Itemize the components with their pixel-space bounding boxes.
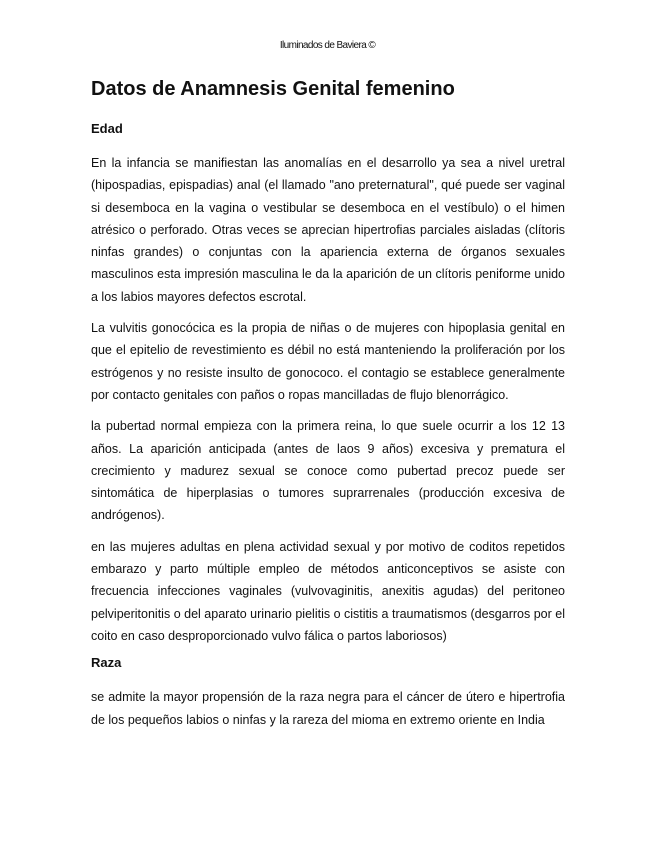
document-body <box>91 76 565 740</box>
paragraph: la pubertad normal empieza con la primera reina, lo que suele ocurrir a los 12 13 años. La aparición anticipada (antes de laos 9 años) excesiva y prematura el crecimiento y madurez sexual se conoce como pubertad precoz puede ser sintomática de hiperplasias o tumores suprarrenales (producción excesiva de andrógenos). <box>91 419 565 523</box>
paragraph: se admite la mayor propensión de la raza negra para el cáncer de útero e hipertrofia de los pequeños labios o ninfas y la rareza del mioma en extremo oriente en India <box>91 690 565 727</box>
section-heading-edad: Edad <box>91 121 123 136</box>
paragraph: La vulvitis gonocócica es la propia de niñas o de mujeres con hipoplasia genital en que el epitelio de revestimiento es débil no está manteniendo la proliferación por los estrógenos y no resiste insulto de gonococo. el contagio se establece generalmente por contacto genitales con paños o ropas mancilladas de flujo blenorrágico. <box>91 321 565 402</box>
document-title: Datos de Anamnesis Genital femenino <box>91 78 455 100</box>
paragraph: En la infancia se manifiestan las anomalías en el desarrollo ya sea a nivel uretral (hipospadias, epispadias) anal (el llamado "ano preternatural", qué puede ser vaginal si desemboca en la vagina o vestibular se desemboca en el vestíbulo) o el himen atrésico o perforado. Otras veces se aprecian hipertrofias parciales aisladas (clítoris ninfas grandes) o conjuntas con la apariencia externa de órganos sexuales masculinos esta impresión masculina le da la aparición de un clítoris peniforme unido a los labios mayores defectos escrotal. <box>91 156 565 304</box>
page-header: Iluminados de Baviera © <box>279 40 376 51</box>
paragraph: en las mujeres adultas en plena actividad sexual y por motivo de coditos repetidos embarazo y parto múltiple empleo de métodos anticonceptivos se asiste con frecuencia infecciones vaginales (vulvovaginitis, anexitis agudas) del peritoneo pelviperitonitis o del aparato urinario pielitis o cistitis a traumatismos (desgarros por el coito en caso desproporcionado vulvo fálica o partos laboriosos) <box>91 539 565 643</box>
section-heading-raza: Raza <box>91 655 122 671</box>
